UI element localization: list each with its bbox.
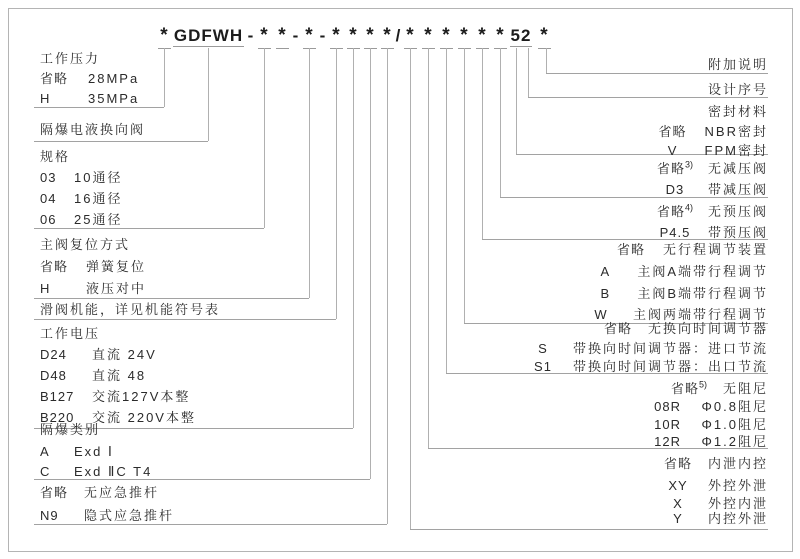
spool-function-label: 滑阀机能，详见机能符号表 — [40, 302, 221, 317]
code-asterisk: * — [258, 26, 271, 49]
working-voltage-desc: 交流127V本整 — [92, 389, 191, 404]
size-row — [40, 211, 122, 228]
orifice-damping-code: 12R — [654, 434, 681, 449]
working-voltage-code: D48 — [40, 368, 67, 383]
switching-time-adjuster-desc: 带换向时间调节器：出口节流 — [572, 359, 768, 374]
additional-notes-row — [708, 56, 768, 73]
seal-material-row — [651, 123, 768, 140]
main-valve-reset-code: 省略 — [40, 259, 69, 274]
switching-time-adjuster-row — [598, 320, 768, 337]
preload-valve-row — [652, 203, 768, 220]
code-dash: - — [247, 26, 255, 45]
left-connector-hline — [34, 228, 264, 229]
working-voltage-code: B220 — [40, 410, 75, 425]
stroke-adjuster-code: 省略 — [616, 242, 645, 257]
drain-pilot-mode-code: Y — [673, 511, 683, 526]
explosion-proof-class-code: C — [40, 464, 51, 479]
switching-time-adjuster-code: 省略 — [603, 321, 632, 336]
stroke-adjuster-code: W — [594, 307, 608, 322]
left-connector-hline — [34, 319, 336, 320]
seal-material-row — [708, 103, 768, 120]
orifice-damping-row — [644, 416, 768, 433]
code-asterisk: * — [330, 26, 343, 49]
code-asterisk: * — [476, 26, 489, 49]
additional-notes-label: 附加说明 — [707, 57, 768, 72]
seal-material-code: V — [667, 143, 678, 158]
preload-valve-desc: 无预压阀 — [707, 204, 768, 219]
code-asterisk: * — [381, 26, 394, 49]
orifice-damping-row — [644, 433, 768, 450]
preload-valve-desc: 带预压阀 — [707, 225, 768, 240]
stroke-adjuster-desc: 主阀B端带行程调节 — [637, 286, 768, 301]
orifice-damping-row — [644, 398, 768, 415]
orifice-damping-code: 08R — [654, 399, 681, 414]
explosion-proof-class-label: 隔爆类别 — [40, 422, 101, 437]
drain-pilot-mode-row — [658, 455, 768, 472]
size-code: 04 — [40, 191, 57, 206]
stroke-adjuster-desc: 主阀A端带行程调节 — [637, 264, 768, 279]
right-connector-vline — [546, 48, 547, 73]
valve-type-row — [40, 121, 145, 138]
switching-time-adjuster-code: S1 — [534, 359, 552, 374]
explosion-proof-class-row — [40, 443, 114, 460]
left-connector-hline — [34, 524, 387, 525]
size-row — [40, 148, 70, 165]
seal-material-desc: FPM密封 — [704, 143, 768, 158]
right-connector-vline — [446, 48, 447, 373]
switching-time-adjuster-row — [523, 340, 768, 357]
size-desc: 10通径 — [74, 170, 123, 185]
pressure-reducing-valve-desc: 无减压阀 — [707, 161, 768, 176]
explosion-proof-class-code: A — [40, 444, 50, 459]
emergency-push-rod-row — [40, 484, 159, 501]
code-dash: - — [292, 26, 300, 45]
working-pressure-code: 省略 — [40, 71, 69, 86]
drain-pilot-mode-code: X — [673, 496, 683, 511]
drain-pilot-mode-code: XY — [668, 478, 688, 493]
pressure-reducing-valve-desc: 带减压阀 — [707, 182, 768, 197]
orifice-damping-desc: Φ1.0阻尼 — [701, 417, 768, 432]
right-connector-vline — [410, 48, 411, 529]
working-voltage-code: B127 — [40, 389, 75, 404]
main-valve-reset-row — [40, 280, 146, 297]
valve-type-label: 隔爆电液换向阀 — [40, 122, 146, 137]
seal-material-desc: NBR密封 — [704, 124, 768, 139]
right-connector-vline — [464, 48, 465, 323]
code-asterisk: * — [276, 26, 289, 49]
emergency-push-rod-code: 省略 — [40, 485, 69, 500]
pressure-reducing-valve-code: D3 — [665, 182, 685, 197]
drain-pilot-mode-desc: 内控外泄 — [707, 511, 768, 526]
main-valve-reset-code: H — [40, 281, 51, 296]
code-segment-52: 52 — [510, 26, 532, 45]
drain-pilot-mode-row — [658, 510, 768, 527]
explosion-proof-class-desc: Exd Ⅰ — [74, 444, 114, 459]
drain-pilot-mode-desc: 内泄内控 — [707, 456, 768, 471]
design-serial-row — [708, 81, 768, 98]
switching-time-adjuster-desc: 无换向时间调节器 — [647, 321, 768, 336]
main-valve-reset-row — [40, 236, 130, 253]
working-pressure-desc: 28MPa — [88, 71, 140, 86]
code-asterisk: * — [158, 26, 171, 49]
stroke-adjuster-desc: 主阀两端带行程调节 — [632, 307, 768, 322]
code-asterisk: * — [404, 26, 417, 49]
right-connector-hline — [546, 73, 768, 74]
pressure-reducing-valve-row — [652, 181, 768, 198]
left-connector-hline — [34, 141, 208, 142]
left-connector-hline — [34, 298, 309, 299]
left-connector-vline — [387, 48, 388, 524]
stroke-adjuster-row — [583, 263, 768, 280]
working-voltage-desc: 交流 220V本整 — [92, 410, 196, 425]
drain-pilot-mode-code: 省略 — [663, 456, 692, 471]
code-asterisk: * — [364, 26, 377, 49]
main-valve-reset-desc: 弹簧复位 — [86, 259, 147, 274]
drain-pilot-mode-desc: 外控内泄 — [707, 496, 768, 511]
right-connector-hline — [410, 529, 768, 530]
orifice-damping-desc: 无阻尼 — [722, 381, 768, 396]
left-connector-vline — [309, 48, 310, 298]
explosion-proof-class-row — [40, 421, 100, 438]
left-connector-vline — [164, 48, 165, 107]
size-row — [40, 169, 122, 186]
orifice-damping-code: 10R — [654, 417, 681, 432]
main-valve-reset-label: 主阀复位方式 — [40, 237, 131, 252]
design-serial-label: 设计序号 — [707, 82, 768, 97]
right-connector-vline — [428, 48, 429, 448]
preload-valve-row — [652, 224, 768, 241]
drain-pilot-mode-desc: 外控外泄 — [707, 478, 768, 493]
size-desc: 16通径 — [74, 191, 123, 206]
size-code: 06 — [40, 212, 57, 227]
working-voltage-row — [40, 346, 157, 363]
main-valve-reset-desc: 液压对中 — [86, 281, 147, 296]
pressure-reducing-valve-code: 省略$^{3)}$ — [656, 159, 693, 176]
left-connector-vline — [370, 48, 371, 479]
switching-time-adjuster-code: S — [538, 341, 548, 356]
left-connector-vline — [336, 48, 337, 319]
stroke-adjuster-row — [609, 241, 768, 258]
preload-valve-code: P4.5 — [659, 225, 691, 240]
right-connector-vline — [528, 48, 529, 97]
stroke-adjuster-desc: 无行程调节装置 — [662, 242, 768, 257]
code-slash: / — [395, 26, 402, 45]
working-pressure-desc: 35MPa — [88, 91, 140, 106]
code-asterisk: * — [440, 26, 453, 49]
left-connector-hline — [34, 107, 164, 108]
emergency-push-rod-desc: 无应急推杆 — [84, 485, 160, 500]
working-voltage-row — [40, 388, 190, 405]
working-voltage-row — [40, 325, 100, 342]
size-row — [40, 190, 122, 207]
working-pressure-row — [40, 70, 139, 87]
spool-function-row — [40, 301, 220, 318]
left-connector-vline — [353, 48, 354, 428]
emergency-push-rod-desc: 隐式应急推杆 — [84, 508, 175, 523]
working-voltage-desc: 直流 48 — [92, 368, 147, 383]
main-valve-reset-row — [40, 258, 146, 275]
explosion-proof-class-desc: Exd ⅡC T4 — [74, 464, 153, 479]
code-asterisk: * — [494, 26, 507, 49]
left-connector-vline — [264, 48, 265, 228]
working-pressure-label: 工作压力 — [40, 51, 101, 66]
code-segment-GDFWH: GDFWH — [173, 26, 244, 45]
working-voltage-row — [40, 367, 146, 384]
working-pressure-row — [40, 50, 100, 67]
code-asterisk: * — [303, 26, 316, 49]
code-asterisk: * — [422, 26, 435, 49]
orifice-damping-desc: Φ0.8阻尼 — [701, 399, 768, 414]
preload-valve-code: 省略$^{4)}$ — [656, 202, 693, 219]
stroke-adjuster-code: A — [600, 264, 611, 279]
stroke-adjuster-code: B — [600, 286, 611, 301]
seal-material-label: 密封材料 — [707, 104, 768, 119]
left-connector-vline — [208, 48, 209, 141]
emergency-push-rod-code: N9 — [40, 508, 59, 523]
code-dash: - — [319, 26, 327, 45]
switching-time-adjuster-desc: 带换向时间调节器：进口节流 — [572, 341, 768, 356]
orifice-damping-row — [665, 380, 768, 397]
emergency-push-rod-row — [40, 507, 174, 524]
right-connector-vline — [500, 48, 501, 197]
stroke-adjuster-row — [583, 285, 768, 302]
pressure-reducing-valve-row — [652, 160, 768, 177]
code-asterisk: * — [458, 26, 471, 49]
working-pressure-row — [40, 90, 139, 107]
size-desc: 25通径 — [74, 212, 123, 227]
working-voltage-desc: 直流 24V — [92, 347, 157, 362]
size-label: 规格 — [40, 149, 71, 164]
working-voltage-label: 工作电压 — [40, 326, 101, 341]
seal-material-code: 省略 — [658, 124, 687, 139]
orifice-damping-code: 省略$^{5)}$ — [670, 379, 707, 396]
right-connector-vline — [482, 48, 483, 239]
explosion-proof-class-row — [40, 463, 152, 480]
drain-pilot-mode-row — [658, 477, 768, 494]
switching-time-adjuster-row — [523, 358, 768, 375]
size-code: 03 — [40, 170, 57, 185]
code-asterisk: * — [347, 26, 360, 49]
orifice-damping-desc: Φ1.2阻尼 — [701, 434, 768, 449]
working-voltage-code: D24 — [40, 347, 67, 362]
seal-material-row — [651, 142, 768, 159]
working-pressure-code: H — [40, 91, 51, 106]
right-connector-vline — [516, 48, 517, 154]
code-asterisk: * — [538, 26, 551, 49]
